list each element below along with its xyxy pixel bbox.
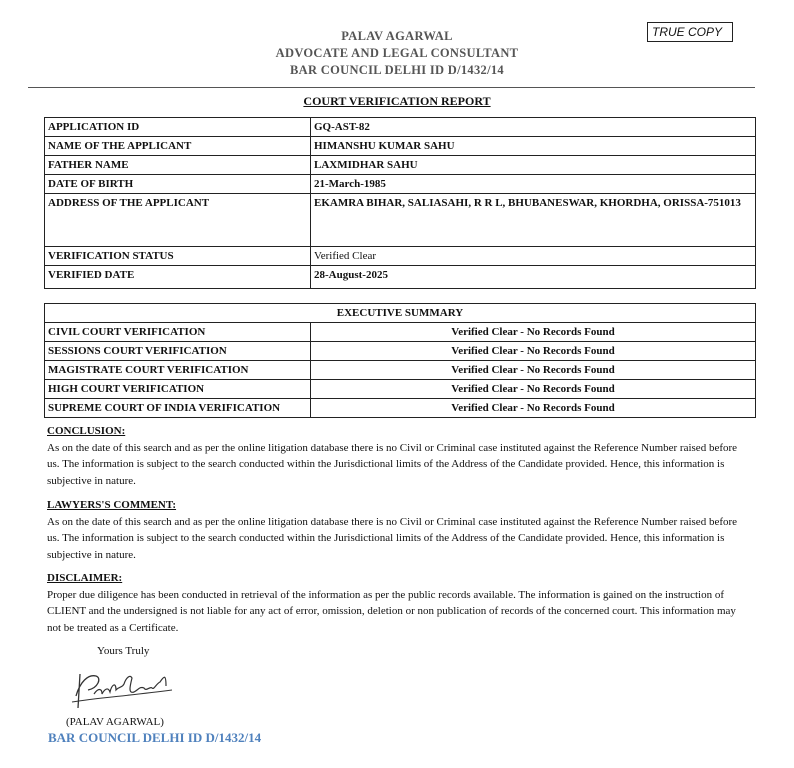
table-row	[45, 175, 756, 194]
table-row	[45, 323, 756, 342]
row-value: HIMANSHU KUMAR SAHU	[311, 137, 756, 156]
row-label: ADDRESS OF THE APPLICANT	[45, 194, 311, 247]
row-value: Verified Clear - No Records Found	[311, 380, 756, 399]
disclaimer-section	[47, 570, 747, 636]
summary-title: EXECUTIVE SUMMARY	[45, 304, 756, 323]
table-row	[45, 342, 756, 361]
row-label: MAGISTRATE COURT VERIFICATION	[45, 361, 311, 380]
advocate-name: PALAV AGARWAL	[341, 29, 453, 43]
table-row	[45, 399, 756, 418]
row-value: Verified Clear - No Records Found	[311, 342, 756, 361]
row-label: VERIFICATION STATUS	[45, 247, 311, 266]
row-value: GQ-AST-82	[311, 118, 756, 137]
table-row	[45, 156, 756, 175]
lawyers-comment-heading: LAWYERS'S COMMENT:	[47, 499, 177, 511]
report-title: COURT VERIFICATION REPORT	[303, 94, 491, 108]
row-value: 21-March-1985	[311, 175, 756, 194]
table-row	[45, 118, 756, 137]
row-value: Verified Clear - No Records Found	[311, 399, 756, 418]
lawyers-comment-text: As on the date of this search and as per the online litigation database there is no Civil or Criminal case instituted against the Reference Number raised before us. The information is subject to the search conducted within the Jurisdictional limits of the Address of the Candidate provided. Hence, this information is subjective in nature.	[47, 515, 738, 561]
row-value: Verified Clear - No Records Found	[311, 361, 756, 380]
conclusion-section	[47, 423, 747, 489]
row-label: CIVIL COURT VERIFICATION	[45, 323, 311, 342]
bar-council-id: BAR COUNCIL DELHI ID D/1432/14	[290, 63, 504, 77]
table-row	[45, 304, 756, 323]
row-label: HIGH COURT VERIFICATION	[45, 380, 311, 399]
header-divider	[28, 87, 755, 88]
table-row	[45, 380, 756, 399]
disclaimer-heading: DISCLAIMER:	[47, 572, 123, 584]
row-value: Verified Clear - No Records Found	[311, 323, 756, 342]
lawyers-comment-section	[47, 497, 747, 563]
signature-image	[66, 664, 178, 712]
signatory-name: (PALAV AGARWAL)	[66, 716, 164, 728]
advocate-designation: ADVOCATE AND LEGAL CONSULTANT	[275, 46, 519, 60]
row-label: APPLICATION ID	[45, 118, 311, 137]
table-row	[45, 247, 756, 266]
table-row	[45, 137, 756, 156]
disclaimer-text: Proper due diligence has been conducted in retrieval of the information as per the public records available. The information is gained on the instruction of CLIENT and the undersigned is not liable for any act of error, omission, deletion or non publication of records of the concerned court. This information may not be treated as a Certificate.	[47, 588, 736, 634]
closing-salutation: Yours Truly	[97, 645, 150, 657]
row-value: Verified Clear	[311, 247, 756, 266]
table-row	[45, 194, 756, 247]
conclusion-heading: CONCLUSION:	[47, 425, 126, 437]
table-row	[45, 266, 756, 289]
true-copy-stamp: TRUE COPY	[647, 22, 733, 42]
row-label: FATHER NAME	[45, 156, 311, 175]
row-label: NAME OF THE APPLICANT	[45, 137, 311, 156]
row-label: SUPREME COURT OF INDIA VERIFICATION	[45, 399, 311, 418]
conclusion-text: As on the date of this search and as per the online litigation database there is no Civil or Criminal case instituted against the Reference Number raised before us. The information is subject to the search conducted within the Jurisdictional limits of the Address of the Candidate provided. Hence, this information is subjective in nature.	[47, 441, 738, 487]
applicant-details-table	[44, 117, 756, 289]
row-label: VERIFIED DATE	[45, 266, 311, 289]
executive-summary-table	[44, 303, 756, 418]
row-value: LAXMIDHAR SAHU	[311, 156, 756, 175]
signatory-bar-council-id: BAR COUNCIL DELHI ID D/1432/14	[48, 730, 262, 745]
row-label: DATE OF BIRTH	[45, 175, 311, 194]
table-row	[45, 361, 756, 380]
row-value: 28-August-2025	[311, 266, 756, 289]
row-value: EKAMRA BIHAR, SALIASAHI, R R L, BHUBANESWAR, KHORDHA, ORISSA-751013	[311, 194, 756, 247]
row-label: SESSIONS COURT VERIFICATION	[45, 342, 311, 361]
